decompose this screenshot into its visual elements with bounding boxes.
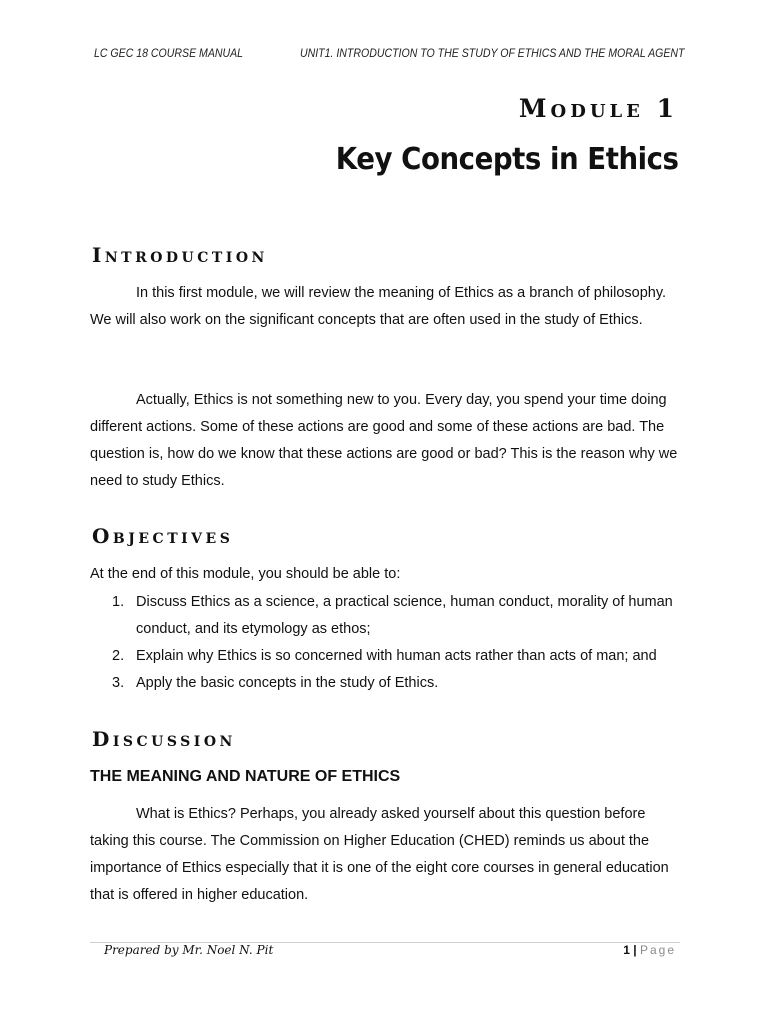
section-heading-objectives: Objectives [92, 524, 234, 548]
objectives-list [90, 589, 680, 697]
introduction-paragraph-2: Actually, Ethics is not something new to you. Every day, you spend your time doing different actions. Some of these actions are good and some of these actions are bad. The question is, how do we know that these actions are good or bad? This is the reason why we need to study Ethics. [90, 392, 678, 489]
section-heading-introduction: Introduction [92, 243, 268, 267]
page-title: Key Concepts in Ethics [335, 142, 678, 177]
footer-page-number [623, 943, 676, 957]
list-item: 3. Apply the basic concepts in the study of Ethics. [112, 675, 439, 691]
page-word: Page [639, 943, 676, 957]
section-heading-discussion: Discussion [92, 727, 236, 751]
subheading-meaning-nature: THE MEANING AND NATURE OF ETHICS [90, 768, 401, 785]
objectives-lead: At the end of this module, you should be able to: [90, 566, 401, 582]
page-number: 1 [623, 943, 630, 957]
running-header-unit: UNIT1. INTRODUCTION TO THE STUDY OF ETHICS AND THE MORAL AGENT [300, 46, 685, 60]
running-header-course: LC GEC 18 COURSE MANUAL [94, 46, 244, 60]
page-separator: | [633, 943, 637, 957]
module-label: Module 1 [518, 94, 678, 123]
introduction-paragraph-1: In this first module, we will review the meaning of Ethics as a branch of philosophy. We will also work on the significant concepts that are often used in the study of Ethics. [90, 285, 667, 328]
list-item: 2. Explain why Ethics is so concerned with human acts rather than acts of man; and [112, 648, 657, 664]
list-item: 1. Discuss Ethics as a science, a practical science, human conduct, morality of human conduct, and its etymology as ethos; [112, 594, 673, 637]
discussion-paragraph-1: What is Ethics? Perhaps, you already asked yourself about this question before taking this course. The Commission on Higher Education (CHED) reminds us about the importance of Ethics especially that it is one of the eight core courses in general education that is offered in higher education. [90, 806, 669, 903]
footer-prepared-by: Prepared by Mr. Noel N. Pit [104, 943, 274, 957]
